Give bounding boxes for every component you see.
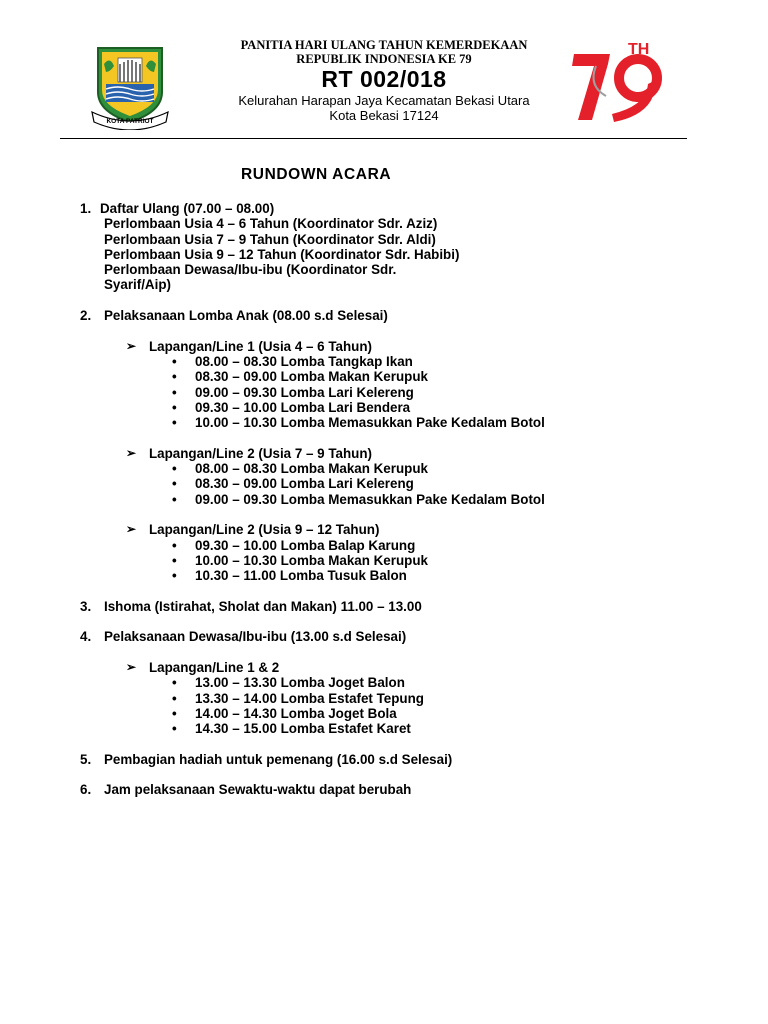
rt-title: RT 002/018: [321, 66, 447, 92]
bullet-text: 14.00 – 14.30 Lomba Joget Bola: [195, 705, 397, 721]
bullet-icon: •: [172, 369, 177, 385]
bullet-icon: •: [172, 353, 177, 369]
bullet-item: [80, 476, 700, 491]
bullet-item: [80, 721, 700, 736]
letterhead: [200, 38, 568, 123]
bullet-item: [80, 415, 700, 430]
list-item: [80, 629, 700, 644]
arrow-heading: [80, 446, 700, 461]
item-text: Ishoma (Istirahat, Sholat dan Makan) 11.00 – 13.00: [104, 598, 422, 614]
bullet-item: [80, 354, 700, 369]
bullet-text: 08.00 – 08.30 Lomba Tangkap Ikan: [195, 353, 413, 369]
item-number: 3.: [80, 598, 92, 614]
item-number: 2.: [80, 308, 92, 324]
item-subtext: Perlombaan Dewasa/Ibu-ibu (Koordinator Sdr.: [104, 262, 397, 278]
bullet-text: 14.30 – 15.00 Lomba Estafet Karet: [195, 721, 411, 737]
address-line-2: Kota Bekasi 17124: [329, 108, 439, 123]
section-heading: Lapangan/Line 2 (Usia 9 – 12 Tahun): [149, 522, 380, 538]
bullet-icon: •: [172, 721, 177, 737]
bullet-icon: •: [172, 399, 177, 415]
item-number: 6.: [80, 782, 92, 798]
item-subtext: Syarif/Aip): [104, 277, 171, 293]
bullet-item: [80, 706, 700, 721]
bullet-icon: •: [172, 705, 177, 721]
bullet-text: 09.30 – 10.00 Lomba Balap Karung: [195, 537, 416, 553]
list-item: [80, 599, 700, 614]
bullet-icon: •: [172, 491, 177, 507]
crest-motto: KOTA PATRIOT: [106, 118, 154, 125]
bullet-text: 10.00 – 10.30 Lomba Makan Kerupuk: [195, 552, 428, 568]
item-number: 1.: [80, 201, 92, 216]
item-subtext: Perlombaan Usia 4 – 6 Tahun (Koordinator Sdr. Aziz): [104, 216, 438, 232]
kota-bekasi-crest-icon: [84, 42, 176, 130]
arrow-heading: [80, 660, 700, 675]
bullet-text: 08.00 – 08.30 Lomba Makan Kerupuk: [195, 461, 428, 477]
rundown-list: [80, 201, 700, 798]
bullet-text: 13.00 – 13.30 Lomba Joget Balon: [195, 675, 405, 691]
bullet-item: [80, 675, 700, 690]
arrow-bullet-icon: ➢: [126, 338, 137, 353]
item-subtext: Perlombaan Usia 7 – 9 Tahun (Koordinator Sdr. Aldi): [104, 231, 436, 247]
arrow-bullet-icon: ➢: [126, 522, 137, 537]
document-title: RUNDOWN ACARA: [241, 166, 392, 183]
item-text: Jam pelaksanaan Sewaktu-waktu dapat berubah: [104, 782, 412, 798]
bullet-icon: •: [172, 552, 177, 568]
bullet-icon: •: [172, 461, 177, 477]
bullet-text: 10.00 – 10.30 Lomba Memasukkan Pake Kedalam Botol: [195, 415, 545, 431]
bullet-icon: •: [172, 568, 177, 584]
list-item: [80, 308, 700, 323]
arrow-bullet-icon: ➢: [126, 445, 137, 460]
bullet-item: [80, 553, 700, 568]
arrow-heading: [80, 522, 700, 537]
list-item: [80, 752, 700, 767]
item-number: 5.: [80, 751, 92, 767]
item-text: Pelaksanaan Dewasa/Ibu-ibu (13.00 s.d Selesai): [104, 629, 407, 645]
org-name-line-1: PANITIA HARI ULANG TAHUN KEMERDEKAAN: [240, 38, 528, 52]
bullet-item: [80, 691, 700, 706]
bullet-item: [80, 369, 700, 384]
section-heading: Lapangan/Line 2 (Usia 7 – 9 Tahun): [149, 445, 372, 461]
address-line-1: Kelurahan Harapan Jaya Kecamatan Bekasi Utara: [238, 93, 530, 108]
item-text: Daftar Ulang (07.00 – 08.00): [100, 201, 275, 216]
bullet-icon: •: [172, 384, 177, 400]
bullet-icon: •: [172, 690, 177, 706]
section-heading: Lapangan/Line 1 & 2: [149, 659, 280, 675]
bullet-item: [80, 461, 700, 476]
logo-th-text: TH: [628, 41, 650, 58]
bullet-item: [80, 538, 700, 553]
bullet-text: 08.30 – 09.00 Lomba Makan Kerupuk: [195, 369, 428, 385]
header-divider: [60, 138, 687, 139]
bullet-text: 10.30 – 11.00 Lomba Tusuk Balon: [195, 568, 407, 584]
bullet-text: 09.00 – 09.30 Lomba Memasukkan Pake Kedalam Botol: [195, 491, 545, 507]
bullet-icon: •: [172, 476, 177, 492]
bullet-text: 08.30 – 09.00 Lomba Lari Kelereng: [195, 476, 414, 492]
bullet-icon: •: [172, 537, 177, 553]
bullet-icon: •: [172, 415, 177, 431]
item-text: Pelaksanaan Lomba Anak (08.00 s.d Selesai): [104, 308, 388, 324]
hut-ri-79-logo-icon: [566, 36, 670, 128]
item-subtext: Perlombaan Usia 9 – 12 Tahun (Koordinator Sdr. Habibi): [104, 246, 460, 262]
list-item: [80, 201, 700, 293]
bullet-item: [80, 568, 700, 583]
bullet-icon: •: [172, 675, 177, 691]
arrow-bullet-icon: ➢: [126, 659, 137, 674]
bullet-text: 09.30 – 10.00 Lomba Lari Bendera: [195, 399, 411, 415]
bullet-item: [80, 492, 700, 507]
arrow-heading: [80, 339, 700, 354]
org-name-line-2: REPUBLIK INDONESIA KE 79: [296, 52, 472, 66]
bullet-text: 09.00 – 09.30 Lomba Lari Kelereng: [195, 384, 414, 400]
item-number: 4.: [80, 629, 92, 645]
bullet-item: [80, 400, 700, 415]
list-item: [80, 782, 700, 797]
bullet-text: 13.30 – 14.00 Lomba Estafet Tepung: [195, 690, 424, 706]
bullet-item: [80, 385, 700, 400]
item-text: Pembagian hadiah untuk pemenang (16.00 s.d Selesai): [104, 751, 453, 767]
section-heading: Lapangan/Line 1 (Usia 4 – 6 Tahun): [149, 338, 372, 354]
